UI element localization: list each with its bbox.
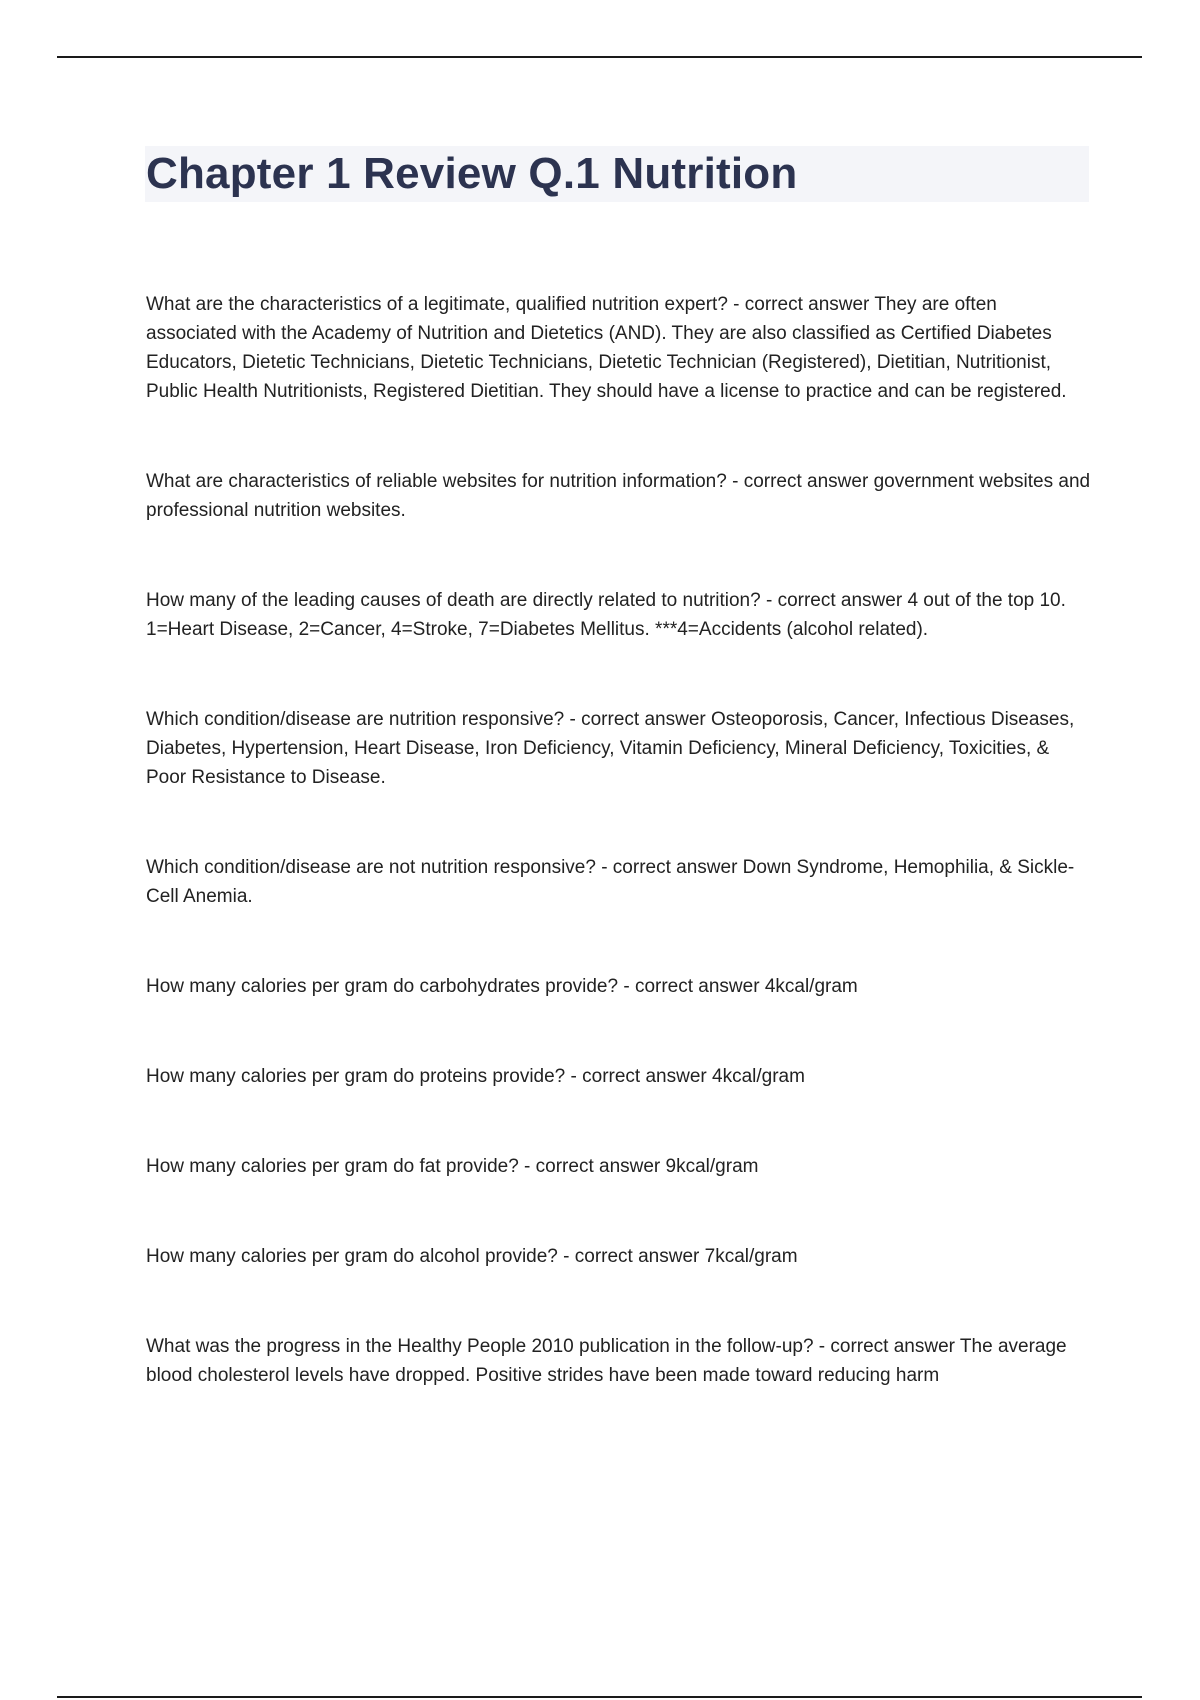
top-divider: [57, 56, 1142, 58]
qa-item-websites: What are characteristics of reliable websites for nutrition information? - correct answer government websites and professional nutrition websites.: [146, 471, 1091, 521]
qa-item-proteins: How many calories per gram do proteins provide? - correct answer 4kcal/gram: [146, 1066, 805, 1087]
qa-item-healthy-people: What was the progress in the Healthy People 2010 publication in the follow-up? - correct answer The average blood cholesterol levels have dropped. Positive strides have been made toward reducing harm: [146, 1336, 1067, 1386]
qa-item-nutrition-responsive: Which condition/disease are nutrition responsive? - correct answer Osteoporosis, Cancer, Infectious Diseases, Diabetes, Hypertension, Heart Disease, Iron Deficiency, Vitamin Deficiency, Mineral Deficiency, Toxicities, & Poor Resistance to Disease.: [146, 709, 1075, 788]
qa-item-alcohol: How many calories per gram do alcohol provide? - correct answer 7kcal/gram: [146, 1246, 798, 1267]
qa-list: [146, 290, 1092, 1390]
qa-item-causes-of-death: How many of the leading causes of death are directly related to nutrition? - correct answer 4 out of the top 10. 1=Heart Disease, 2=Cancer, 4=Stroke, 7=Diabetes Mellitus. ***4=Accidents (alcohol related).: [146, 590, 1066, 640]
bottom-divider: [57, 1696, 1142, 1698]
qa-item-carbohydrates: How many calories per gram do carbohydrates provide? - correct answer 4kcal/gram: [146, 976, 858, 997]
qa-item-not-nutrition-responsive: Which condition/disease are not nutrition responsive? - correct answer Down Syndrome, Hemophilia, & Sickle-Cell Anemia.: [146, 857, 1075, 907]
page-title: Chapter 1 Review Q.1 Nutrition: [146, 149, 798, 198]
qa-item-fat: How many calories per gram do fat provide? - correct answer 9kcal/gram: [146, 1156, 759, 1177]
qa-item-expert: What are the characteristics of a legitimate, qualified nutrition expert? - correct answer They are often associated with the Academy of Nutrition and Dietetics (AND). They are also classified as Certified Diabetes Educators, Dietetic Technicians, Dietetic Technicians, Dietetic Technician (Registered), Dietitian, Nutritionist, Public Health Nutritionists, Registered Dietitian. They should have a license to practice and can be registered.: [146, 294, 1067, 402]
